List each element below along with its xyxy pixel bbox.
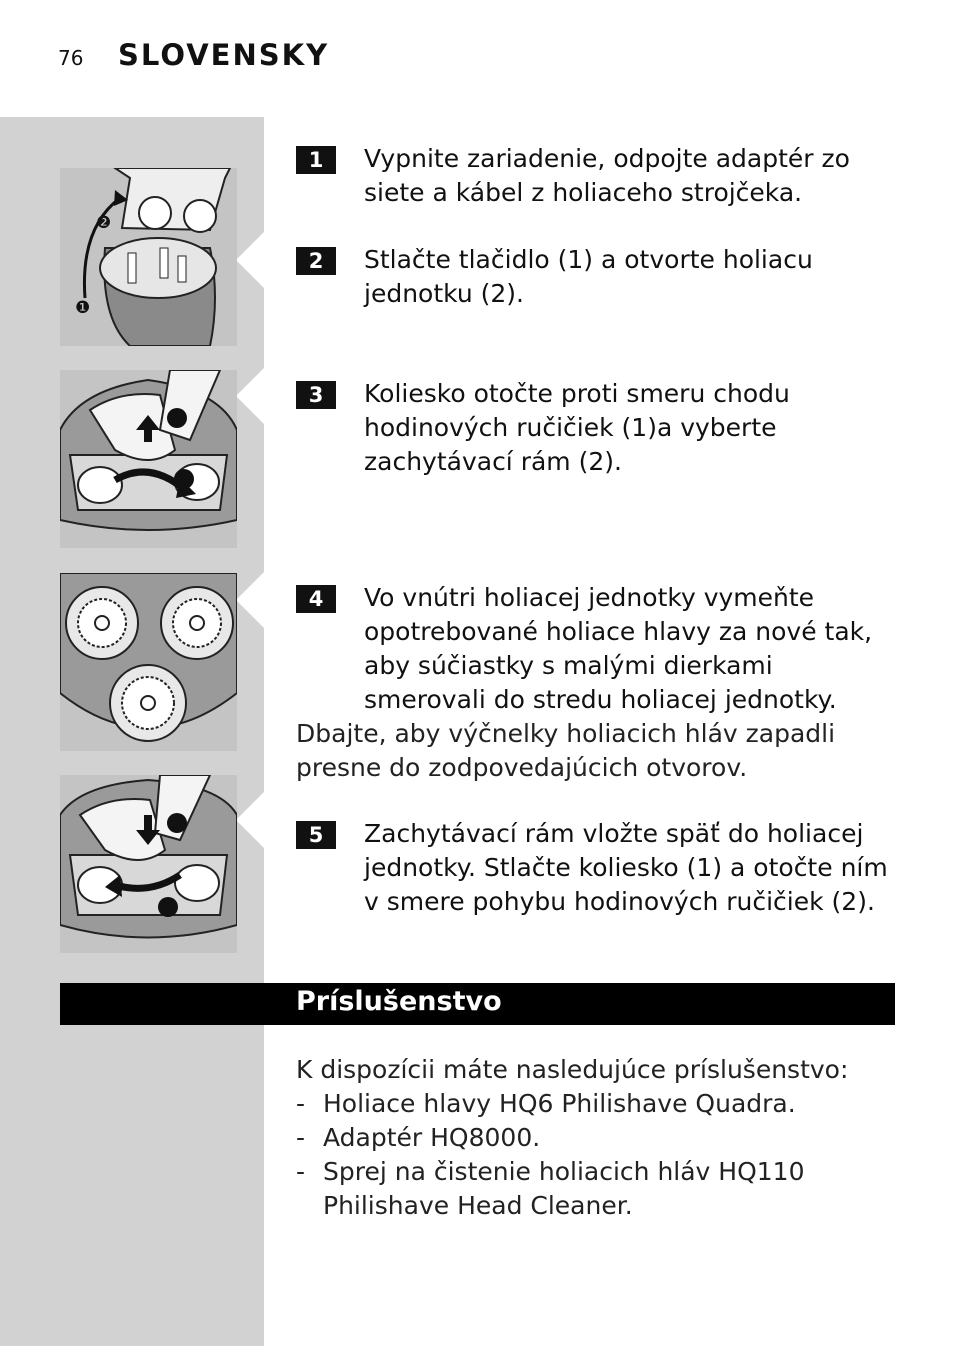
figure-open-shaving-unit — [60, 168, 237, 346]
step-text: Zachytávací rám vložte späť do holiacej jednotky. Stlačte koliesko (1) a otočte ním v smere pohybu hodinových ručičiek (2). — [364, 819, 888, 916]
page-number: 76 — [58, 46, 84, 70]
step-number: 5 — [296, 821, 336, 849]
list-bullet: - — [296, 1157, 306, 1186]
list-bullet: - — [296, 1123, 306, 1152]
figure-remove-retaining-frame — [60, 370, 237, 548]
accessories-list — [296, 1053, 896, 1223]
list-item — [296, 1087, 896, 1121]
note-text: Dbajte, aby výčnelky holiacich hláv zapadli presne do zodpovedajúcich otvorov. — [296, 719, 836, 782]
step-text: Koliesko otočte proti smeru chodu hodinových ručičiek (1)a vyberte zachytávací rám (2). — [364, 379, 790, 476]
list-item — [296, 1155, 896, 1223]
list-item-text: Adaptér HQ8000. — [323, 1123, 541, 1152]
step-number: 3 — [296, 381, 336, 409]
list-item-text: Holiace hlavy HQ6 Philishave Quadra. — [323, 1089, 796, 1118]
sidebar-notch — [236, 232, 264, 288]
list-item — [296, 1121, 896, 1155]
step-text: Vypnite zariadenie, odpojte adaptér zo siete a kábel z holiaceho strojčeka. — [364, 144, 850, 207]
figure-shaving-heads — [60, 573, 237, 751]
step-1 — [296, 142, 896, 210]
marker-1: ❶ — [75, 298, 91, 318]
step-text: Vo vnútri holiacej jednotky vymeňte opotrebované holiace hlavy za nové tak, aby súčiastky s malými dierkami smerovali do stredu holiacej jednotky. — [364, 583, 873, 714]
sidebar-notch — [236, 368, 264, 424]
list-bullet: - — [296, 1089, 306, 1118]
sidebar-notch — [236, 792, 264, 848]
step-text: Stlačte tlačidlo (1) a otvorte holiacu jednotku (2). — [364, 245, 813, 308]
language-heading: SLOVENSKY — [118, 38, 330, 72]
step-3 — [296, 377, 896, 479]
sidebar-notch — [236, 572, 264, 628]
step-number: 1 — [296, 146, 336, 174]
step-number: 2 — [296, 247, 336, 275]
step-number: 4 — [296, 585, 336, 613]
step-5 — [296, 817, 896, 919]
step-2 — [296, 243, 896, 311]
step-4 — [296, 581, 896, 717]
figure-insert-retaining-frame — [60, 775, 237, 953]
accessories-intro: K dispozícii máte nasledujúce príslušenstvo: — [296, 1055, 849, 1084]
list-item-text: Sprej na čistenie holiacich hláv HQ110 Philishave Head Cleaner. — [323, 1157, 805, 1220]
marker-2: ❷ — [96, 213, 112, 233]
section-title: Príslušenstvo — [296, 986, 502, 1017]
section-heading-bar — [60, 983, 895, 1025]
